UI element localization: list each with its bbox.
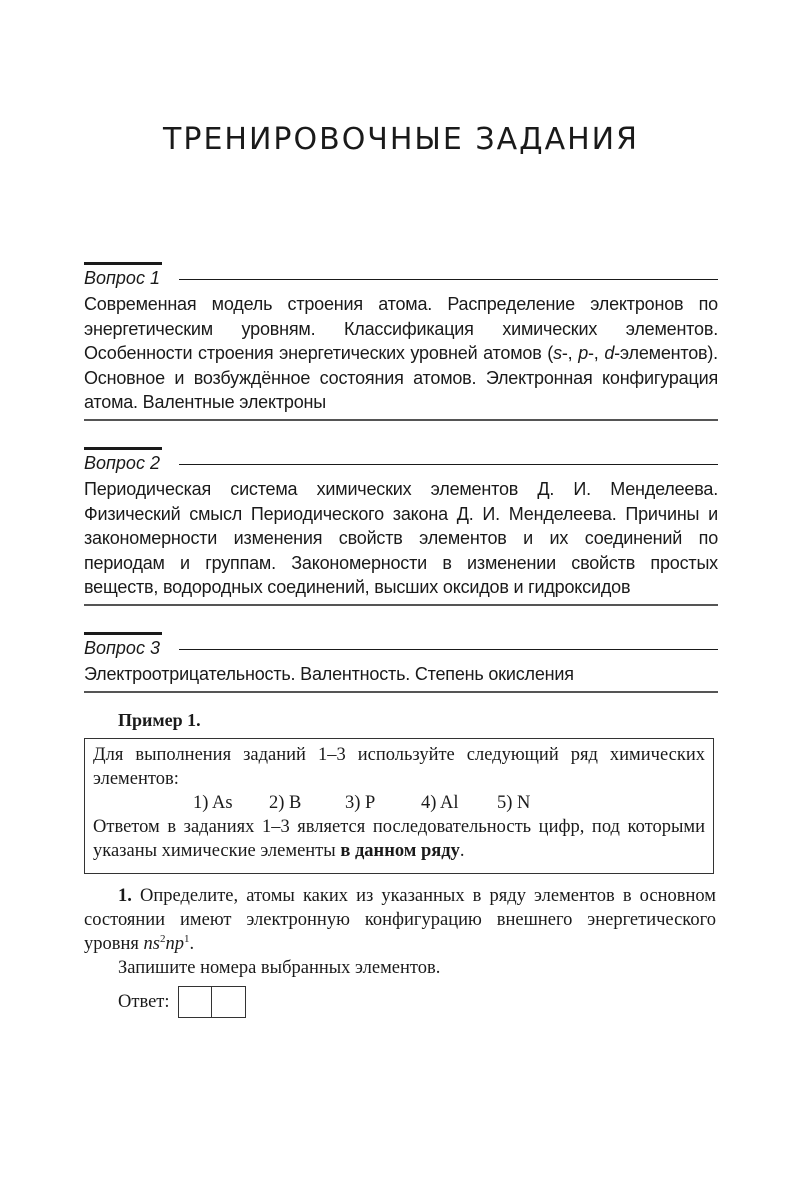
formula-superscript: 1 [183,932,190,945]
note-emphasis: в данном ряду [340,841,460,861]
task-text: Определите, атомы каких из указанных в ряду элементов в основном состоянии имеют электронную конфигурацию внешнего энергетического уровня [84,886,716,954]
task-instruction: Запишите номера выбранных элементов. [118,958,441,978]
element-item: 2) B [269,793,302,813]
task-number: 1. [118,886,132,906]
header-rule [179,464,718,465]
element-item: 1) As [193,793,233,813]
header-bar [84,447,162,450]
page-title: ТРЕНИРОВОЧНЫЕ ЗАДАНИЯ [163,122,639,157]
header-bar [84,262,162,265]
question-label: Вопрос 3 [84,638,160,658]
question-label: Вопрос 2 [84,453,160,473]
orbital-d: d [604,343,615,363]
element-item: 5) N [497,793,531,813]
orbital-p: p [578,343,589,363]
question-label: Вопрос 1 [84,268,160,288]
formula-part: np [165,934,184,954]
question-3 [84,632,718,693]
text-part: Современная модель строения атома. Распределение электронов по энергетическим уровням. Классификация химических элементов. Особенности строения энергетических уровней атомов ( [84,294,718,363]
task-1 [84,884,716,980]
element-item: 3) P [345,793,376,813]
header-rule [179,279,718,280]
element-list [93,791,705,815]
question-header [84,632,718,660]
orbital-s: s [553,343,562,363]
element-item: 4) Al [421,793,459,813]
formula-superscript: 2 [159,932,166,945]
header-rule [179,649,718,650]
answer-cells [178,986,246,1018]
answer-cell-2[interactable] [212,986,246,1018]
example-instruction-box [84,738,714,874]
box-note [93,815,705,863]
example-title: Пример 1. [118,710,201,730]
question-text [84,290,718,421]
answer-cell-1[interactable] [178,986,212,1018]
task-statement [84,884,716,956]
question-text: Периодическая система химических элементов Д. И. Менделеева. Физический смысл Периодического закона Д. И. Менделеева. Причины и закономерности изменения свойств элементов и их соединений по периодам и группам. Закономерности в изменении свойств простых веществ, водородных соединений, высших оксидов и гидроксидов [84,475,718,606]
header-bar [84,632,162,635]
text-part: -элементов). Основное и возбуждённое состояния атомов. Электронная конфигурация атома. Валентные электроны [84,343,718,412]
question-header [84,447,718,475]
question-1 [84,262,718,421]
formula-part: ns [143,934,160,954]
question-header [84,262,718,290]
text-part: -, [561,343,579,363]
note-text: Ответом в заданиях 1–3 является последовательность цифр, под которыми указаны химические элементы [93,817,705,861]
text-part: -, [588,343,605,363]
note-text: . [459,841,465,861]
question-text: Электроотрицательность. Валентность. Степень окисления [84,660,718,693]
answer-row [118,986,246,1018]
answer-label: Ответ: [118,991,170,1012]
task-text: . [189,934,195,954]
question-2 [84,447,718,606]
box-intro: Для выполнения заданий 1–3 используйте следующий ряд химических элементов: [93,745,705,789]
